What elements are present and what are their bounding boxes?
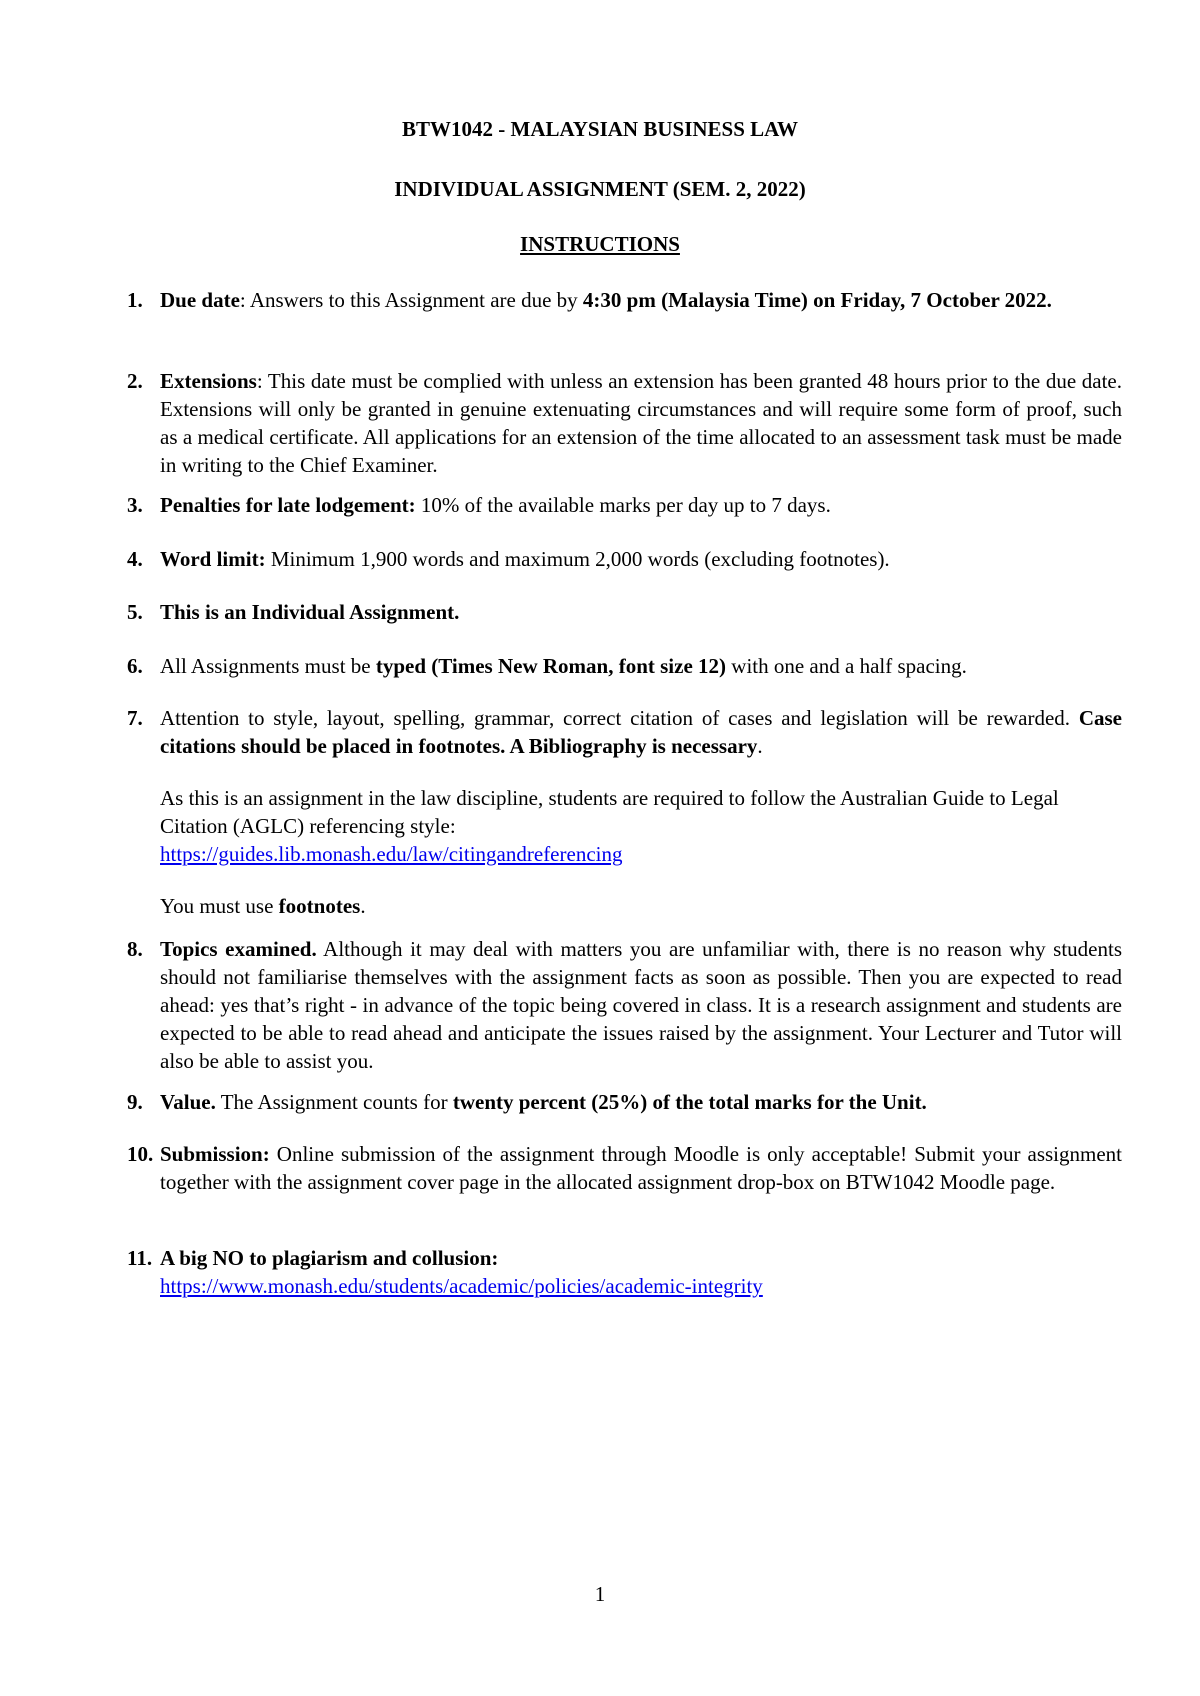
item-label: This is an Individual Assignment.: [160, 600, 460, 624]
item-label: Due date: [160, 288, 240, 312]
instructions-heading: INSTRUCTIONS: [520, 232, 680, 256]
item-label: Word limit:: [160, 547, 266, 571]
due-date: 4:30 pm (Malaysia Time) on Friday, 7 October 2022.: [582, 288, 1052, 312]
item-label: Penalties for late lodgement:: [160, 493, 416, 517]
item-label: A big NO to plagiarism and collusion:: [160, 1246, 499, 1270]
aglc-guide-link[interactable]: https://guides.lib.monash.edu/law/citingandreferencing: [160, 842, 623, 866]
item-text-end: .: [757, 734, 763, 758]
assignment-title: INDIVIDUAL ASSIGNMENT (SEM. 2, 2022): [394, 177, 806, 201]
item-label: Topics examined.: [160, 937, 317, 961]
item-number: 5.: [127, 600, 143, 624]
course-title: BTW1042 - MALAYSIAN BUSINESS LAW: [402, 117, 798, 141]
instruction-item-6: [127, 652, 1122, 680]
item-number: 3.: [127, 493, 143, 517]
item-number: 10.: [127, 1142, 154, 1166]
page-number: 1: [594, 1582, 606, 1606]
formatting-requirement: typed (Times New Roman, font size 12): [375, 654, 727, 678]
instruction-item-9: [127, 1088, 1122, 1116]
item-text: Attention to style, layout, spelling, grammar, correct citation of cases and legislation will be rewarded.: [160, 706, 1079, 730]
item-number: 2.: [127, 369, 143, 393]
item-text: 10% of the available marks per day up to 7 days.: [415, 493, 831, 517]
academic-integrity-link[interactable]: https://www.monash.edu/students/academic/policies/academic-integrity: [160, 1274, 763, 1298]
item-number: 9.: [127, 1090, 143, 1114]
instruction-item-8: [127, 935, 1122, 1075]
aglc-paragraph: As this is an assignment in the law discipline, students are required to follow the Australian Guide to Legal Citation (AGLC) referencing style:: [160, 786, 1059, 838]
item-number: 7.: [127, 706, 143, 730]
footnotes-bold: footnotes: [278, 894, 361, 918]
item-label: Submission:: [160, 1142, 270, 1166]
instruction-item-1: [127, 286, 1122, 314]
item-text-end: with one and a half spacing.: [726, 654, 967, 678]
instruction-item-5: [127, 598, 1122, 626]
citation-requirement: Case citations should be placed in footnotes. A Bibliography is necessary: [160, 706, 1122, 758]
instruction-item-2: [127, 367, 1122, 479]
item-text: Minimum 1,900 words and maximum 2,000 words (excluding footnotes).: [265, 547, 890, 571]
instruction-item-3: [127, 491, 1122, 519]
item-text: All Assignments must be: [160, 654, 376, 678]
item-text: : Answers to this Assignment are due by: [239, 288, 583, 312]
item-label: Value.: [160, 1090, 216, 1114]
instruction-item-4: [127, 545, 1122, 573]
item-number: 8.: [127, 937, 143, 961]
footnotes-text: You must use: [160, 894, 279, 918]
item-label: Extensions: [160, 369, 257, 393]
item-number: 11.: [127, 1246, 153, 1270]
instruction-item-10: [127, 1140, 1122, 1196]
footnotes-end: .: [360, 894, 366, 918]
item-text: The Assignment counts for: [215, 1090, 453, 1114]
assignment-value: twenty percent (25%) of the total marks for the Unit.: [452, 1090, 927, 1114]
item-number: 4.: [127, 547, 143, 571]
item-text: Although it may deal with matters you are unfamiliar with, there is no reason why students should not familiarise themselves with the assignment facts as soon as possible. Then you are expected to read ahead: yes that’s right - in advance of the topic being covered in class. It is a research assignment and students are expected to be able to read ahead and anticipate the issues raised by the assignment. Your Lecturer and Tutor will also be able to assist you.: [160, 937, 1123, 1073]
item-text: Online submission of the assignment through Moodle is only acceptable! Submit your assignment together with the assignment cover page in the allocated assignment drop-box on BTW1042 Moodle page.: [160, 1142, 1122, 1194]
instruction-item-11: [127, 1244, 1122, 1300]
instruction-item-7: [127, 704, 1122, 920]
item-text: : This date must be complied with unless an extension has been granted 48 hours prior to the due date. Extensions will only be granted in genuine extenuating circumstances and will require some form of proof, such as a medical certificate. All applications for an extension of the time allocated to an assessment task must be made in writing to the Chief Examiner.: [160, 369, 1122, 477]
item-number: 6.: [127, 654, 143, 678]
item-number: 1.: [127, 288, 143, 312]
